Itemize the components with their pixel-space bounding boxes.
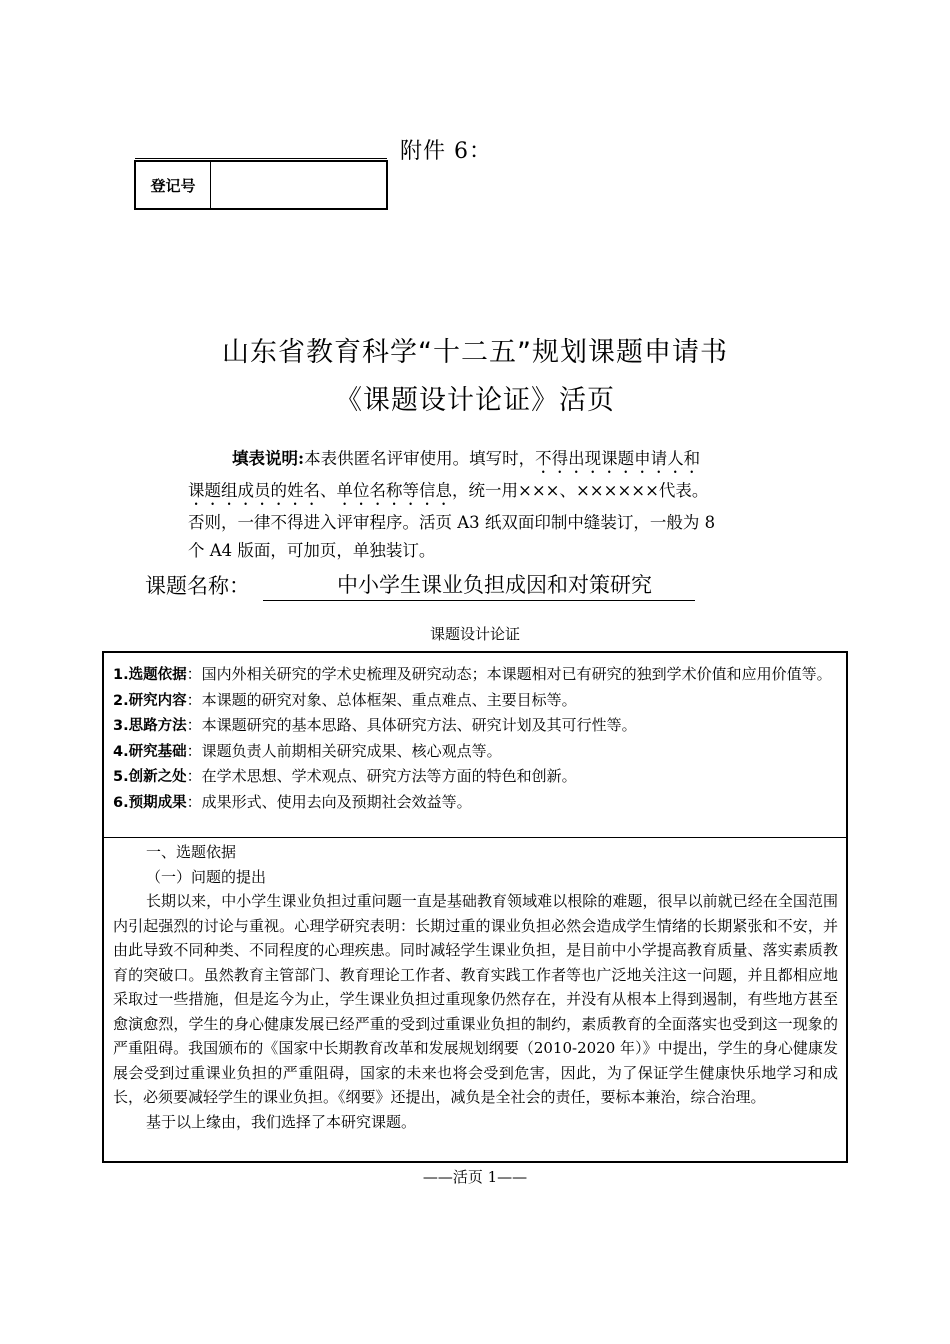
instructions-text: 个 A4 版面，可加页，单独装订。 bbox=[188, 540, 436, 560]
fill-instructions bbox=[188, 445, 788, 564]
top-rule bbox=[135, 158, 387, 159]
requirements-cell bbox=[104, 653, 846, 838]
table-caption: 课题设计论证 bbox=[429, 625, 520, 643]
registration-field[interactable] bbox=[211, 162, 386, 208]
body-paragraph: 基于以上缘由，我们选择了本研究课题。 bbox=[146, 1112, 417, 1131]
document-title: 山东省教育科学“十二五”规划课题申请书 bbox=[222, 337, 728, 368]
requirement-item: 5.创新之处：在学术思想、学术观点、研究方法等方面的特色和创新。 bbox=[113, 767, 577, 785]
instructions-label: 填表说明: bbox=[232, 449, 305, 468]
instructions-emphasis: 不得出现课题申请人和 bbox=[535, 449, 701, 468]
document-subtitle: 《课题设计论证》活页 bbox=[335, 385, 615, 416]
instructions-text: 本表供匿名评审使用。填写时， bbox=[304, 449, 536, 468]
subsection-heading: （一）问题的提出 bbox=[146, 867, 267, 886]
requirement-item: 6.预期成果：成果形式、使用去向及预期社会效益等。 bbox=[113, 792, 472, 811]
requirement-item: 3.思路方法：本课题研究的基本思路、具体研究方法、研究计划及其可行性等。 bbox=[113, 716, 637, 734]
registration-box bbox=[134, 160, 388, 210]
design-argument-table bbox=[102, 651, 848, 1163]
content-cell bbox=[104, 838, 846, 1134]
attachment-label: 附件 6： bbox=[400, 139, 492, 164]
requirement-item: 1.选题依据：国内外相关研究的学术史梳理及研究动态；本课题相对已有研究的独到学术价值和应用价值等。 bbox=[113, 665, 832, 683]
topic-name-field: 中小学生课业负担成因和对策研究 bbox=[263, 570, 695, 601]
registration-label: 登记号 bbox=[136, 162, 211, 208]
instructions-emphasis: 课题组成员的姓名、单位名称等信息 bbox=[188, 481, 452, 500]
instructions-text: 否则，一律不得进入评审程序。活页 A3 纸双面印制中缝装订，一般为 8 bbox=[188, 513, 716, 532]
section-heading: 一、选题依据 bbox=[146, 843, 237, 861]
body-paragraph: 长期以来，中小学生课业负担过重问题一直是基础教育领域难以根除的难题，很早以前就已经在全国范围内引起强烈的讨论与重视。心理学研究表明：长期过重的课业负担必然会造成学生情绪的长期紧张和不安，并由此导致不同种类、不同程度的心理疾患。同时减轻学生课业负担，是目前中小学提高教育质量、落实素质教育的突破口。虽然教育主管部门、教育理论工作者、教育实践工作者等也广泛地关注这一问题，并且都相应地采取过一些措施，但是迄今为止，学生课业负担过重现象仍然存在，并没有从根本上得到遏制，有些地方甚至愈演愈烈，学生的身心健康发展已经严重的受到过重课业负担的制约，素质教育的全面落实也受到这一现象的严重阻碍。我国颁布的《国家中长期教育改革和发展规划纲要（2010-2020 年）》中提出，学生的身心健康发展会受到过重课业负担的严重阻碍，国家的未来也将会受到危害，因此，为了保证学生健康快乐地学习和成长，必须要减轻学生的课业负担。《纲要》还提出，减负是全社会的责任，要标本兼治，综合治理。 bbox=[113, 892, 838, 1106]
page-footer: ——活页 1—— bbox=[422, 1168, 528, 1186]
topic-label: 课题名称： bbox=[145, 574, 250, 598]
requirement-item: 2.研究内容：本课题的研究对象、总体框架、重点难点、主要目标等。 bbox=[113, 690, 577, 709]
instructions-text: ，统一用×××、××××××代表。 bbox=[452, 481, 709, 500]
requirement-item: 4.研究基础：课题负责人前期相关研究成果、核心观点等。 bbox=[113, 741, 502, 760]
